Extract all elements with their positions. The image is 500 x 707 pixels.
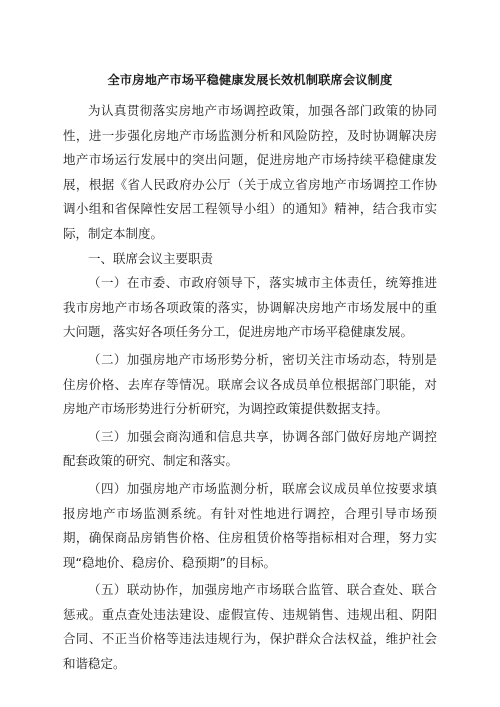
duty-item-5: （五）联动协作，加强房地产市场联合监管、联合查处、联合惩戒。重点查处违法建设、虚假宣传、违规销售、违规出租、阴阳合同、不正当价格等违法违规行为，保护群众合法权益，维护社会和谐稳定。 (63, 582, 437, 672)
duty-item-3: （三）加强会商沟通和信息共享，协调各部门做好房地产调控配套政策的研究、制定和落实。 (63, 428, 437, 469)
document-title: 全市房地产市场平稳健康发展长效机制联席会议制度 (107, 73, 393, 87)
duty-item-1: （一）在市委、市政府领导下，落实城市主体责任，统筹推进我市房地产市场各项政策的落实，协调解决房地产市场发展中的重大问题，落实好各项任务分工，促进房地产市场平稳健康发展。 (63, 275, 437, 340)
intro-paragraph: 为认真贯彻落实房地产市场调控政策，加强各部门政策的协同性，进一步强化房地产市场监测分析和风险防控，及时协调解决房地产市场运行发展中的突出问题，促进房地产市场持续平稳健康发展，根据《省人民政府办公厅（关于成立省房地产市场调控工作协调小组和省保障性安居工程领导小组）的通知》精神，结合我市实际，制定本制度。 (63, 103, 437, 241)
duty-item-4: （四）加强房地产市场监测分析，联席会议成员单位按要求填报房地产市场监测系统。有针对性地进行调控，合理引导市场预期，确保商品房销售价格、住房租赁价格等指标相对合理，努力实现“稳地价、稳房价、稳预期”的目标。 (63, 480, 437, 570)
duty-item-2: （二）加强房地产市场形势分析，密切关注市场动态，特别是住房价格、去库存等情况。联席会议各成员单位根据部门职能，对房地产市场形势进行分析研究，为调控政策提供数据支持。 (63, 351, 437, 417)
section-heading: 一、联席会议主要职责 (88, 250, 214, 266)
